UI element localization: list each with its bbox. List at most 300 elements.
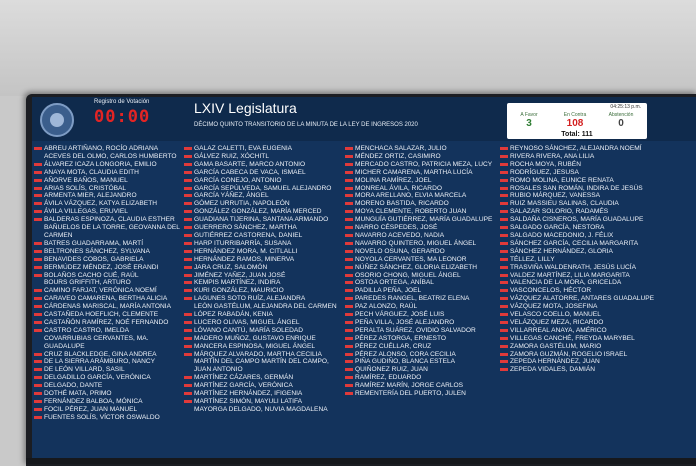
deputy-entry [500,153,660,161]
deputy-name: SALAZAR SOLORIO, RADAMÉS [510,208,609,216]
vote-mark-icon [184,187,192,190]
deputy-name: OSORIO CHONG, MIGUEL ÁNGEL [355,271,461,279]
vote-mark-icon [500,313,508,316]
deputy-entry [345,145,507,153]
deputy-name: NAVARRO ACEVEDO, NADIA [355,231,445,239]
vote-mark-icon [345,258,353,261]
vote-mark-icon [345,147,353,150]
vote-mark-icon [500,360,508,363]
deputy-name: GARCÍA CABECA DE VACA, ISMAEL [194,168,306,176]
page-subtitle: DÉCIMO QUINTO TRANSITORIO DE LA MINUTA DE LA LEY DE INGRESOS 2020 [194,122,418,128]
registro-label: Registro de Votación [94,99,150,105]
deputy-entry [345,343,507,351]
contra-count: 108 [566,118,584,129]
vote-mark-icon [345,171,353,174]
deputy-name: BATRES GUADARRAMA, MARTÍ [44,239,144,247]
deputy-entry [184,382,346,390]
vote-mark-icon [34,392,42,395]
vote-mark-icon [184,210,192,213]
deputy-entry [34,224,184,240]
deputy-entry [345,319,507,327]
deputy-name: BOLAÑOS CACHO CUÉ, RAÚL [44,271,139,279]
vote-mark-icon [34,258,42,261]
deputy-entry [345,390,507,398]
vote-mark-icon [184,329,192,332]
vote-display-screen [32,97,696,464]
vote-mark-icon [184,313,192,316]
deputy-entry [345,185,507,193]
page-title: LXIV Legislatura [194,100,297,116]
deputy-name: GAMA BASARTE, MARCO ANTONIO [194,160,306,168]
vote-mark-icon [34,147,42,150]
vote-mark-icon [184,171,192,174]
deputy-entry [184,303,346,311]
vote-mark-icon [500,281,508,284]
vote-mark-icon [345,305,353,308]
contra-label: En Contra [563,112,587,118]
deputy-name: PÉREZ CUÉLLAR, CRUZ [355,342,432,350]
vote-mark-icon [34,179,42,182]
deputy-name: VASCONCELOS, HÉCTOR [510,287,592,295]
deputy-entry [500,256,660,264]
vote-mark-icon [345,155,353,158]
vote-mark-icon [184,400,192,403]
vote-mark-icon [345,337,353,340]
vote-mark-icon [184,360,192,363]
deputy-entry [184,224,346,232]
vote-mark-icon [345,179,353,182]
deputy-entry [345,161,507,169]
deputy-name: MERCADO CASTRO, PATRICIA MEZA, LUCY [355,160,493,168]
deputy-name: SÁNCHEZ GARCÍA, CECILIA MARGARITA [510,239,639,247]
deputy-entry [345,303,507,311]
deputy-name: MOLINA RAMÍREZ, JOEL [355,176,432,184]
deputy-entry [34,406,184,414]
deputy-entry [184,358,346,374]
deputy-entry [34,382,184,390]
deputy-name: MÁRQUEZ ALVARADO, MARTHA CECILIA [194,350,322,358]
deputy-name: ÁVILA VÁZQUEZ, KATYA ELIZABETH [44,200,157,208]
vote-mark-icon [184,179,192,182]
deputies-column-1 [34,145,184,422]
deputy-name: ÁVILA VILLEGAS, ERUVIEL [44,208,128,216]
vote-mark-icon [34,297,42,300]
deputy-name: DELGADO, DANTE [44,382,103,390]
deputy-name: DOTHÉ MATA, PRIMO [44,390,112,398]
deputy-name: MARTÍNEZ SIMÓN, MAYULI LATIFA [194,398,303,405]
tally-total: Total: 111 [561,131,593,138]
deputy-name: GÁLVEZ RUIZ, XÓCHITL [194,152,269,160]
deputy-entry [345,374,507,382]
deputy-name: GARCÍA YÁÑEZ, ÁNGEL [194,192,269,200]
deputy-entry [34,319,184,327]
vote-mark-icon [34,313,42,316]
vote-mark-icon [345,321,353,324]
vote-mark-icon [184,194,192,197]
deputy-entry [34,216,184,224]
deputy-entry [34,264,184,272]
deputy-name: CASTAÑÓN RAMÍREZ, NOÉ FERNANDO [44,318,169,326]
monitor-bottom-bezel [26,458,696,464]
deputy-entry [184,161,346,169]
deputy-name: RUIZ MASSIEU SALINAS, CLAUDIA [510,200,619,208]
deputy-name: DE LEÓN VILLARD, SASIL [44,366,125,374]
deputy-name: VALDEZ MARTÍNEZ, LILIA MARGARITA [510,271,630,279]
deputy-name: TÉLLEZ, LILLY [510,255,555,263]
vote-mark-icon [34,353,42,356]
deputy-entry [345,232,507,240]
vote-mark-icon [184,408,192,411]
deputy-name: ARIAS SOLÍS, CRISTÓBAL [44,184,127,192]
deputy-entry [500,232,660,240]
deputy-entry [34,185,184,193]
deputy-entry [345,335,507,343]
vote-mark-icon [34,266,42,269]
vote-mark-icon [500,274,508,277]
deputy-name: ANAYA MOTA, CLAUDIA EDITH [44,168,139,176]
deputy-name: SÁNCHEZ HERNÁNDEZ, GLORIA [510,247,613,255]
deputy-entry [500,177,660,185]
deputy-name: CASTRO CASTRO, IMELDA [44,326,129,334]
deputy-entry [184,327,346,335]
vote-mark-icon [184,384,192,387]
deputy-name: KURI GONZÁLEZ, MAURICIO [194,287,284,295]
deputy-entry [500,192,660,200]
deputy-name: RAMÍREZ MARÍN, JORGE CARLOS [355,382,464,390]
abst-label: Abstención [608,112,634,118]
deputy-entry [345,295,507,303]
vote-mark-icon [500,266,508,269]
deputy-name: SALGADO MACEDONIO, J. FÉLIX [510,231,614,239]
vote-mark-icon [500,368,508,371]
deputy-name: CAMINO FARJAT, VERÓNICA NOEMÍ [44,287,157,295]
tally-timestamp: 04:25:13 p.m. [610,104,641,110]
deputy-name: RAMÍREZ, EDUARDO [355,374,422,382]
vote-mark-icon [184,250,192,253]
deputy-name: FERNÁNDEZ BALBOA, MÓNICA [44,398,143,405]
deputy-entry [34,414,184,422]
deputy-entry [184,153,346,161]
tally-abstencion [603,112,639,129]
vote-mark-icon [184,266,192,269]
deputy-name: LÓVANO CANTÚ, MARÍA SOLEDAD [194,326,304,334]
deputies-column-4 [500,145,660,374]
deputy-name: HERNÁNDEZ RAMOS, MINERVA [194,255,295,263]
deputy-entry [500,161,660,169]
deputy-entry [184,240,346,248]
deputy-entry [184,248,346,256]
deputy-entry [345,192,507,200]
vote-mark-icon [34,210,42,213]
vote-mark-icon [34,360,42,363]
vote-mark-icon [34,329,42,332]
deputy-entry [500,272,660,280]
deputy-entry [184,232,346,240]
vote-mark-icon [345,353,353,356]
deputy-entry [500,295,660,303]
deputy-name: PAZ ALONZO, RAÚL [355,303,418,311]
vote-mark-icon [34,289,42,292]
vote-mark-icon [500,226,508,229]
vote-mark-icon [500,155,508,158]
deputy-entry [34,374,184,382]
vote-mark-icon [345,392,353,395]
deputy-name: VALENCIA DE LA MORA, GRICELDA [510,279,622,287]
vote-mark-icon [345,163,353,166]
vote-mark-icon [500,297,508,300]
deputy-name: VELÁZQUEZ MEZA, RICARDO [510,318,604,326]
deputy-entry [345,177,507,185]
vote-mark-icon [345,368,353,371]
vote-mark-icon [345,281,353,284]
vote-mark-icon [345,274,353,277]
vote-mark-icon [184,147,192,150]
deputy-name: FOCIL PÉREZ, JUAN MANUEL [44,405,138,413]
vote-mark-icon [184,163,192,166]
vote-mark-icon [34,250,42,253]
deputy-entry [34,240,184,248]
vote-mark-icon [500,250,508,253]
deputy-entry [184,295,346,303]
deputy-name: BENAVIDES COBOS, GABRIELA [44,255,144,263]
deputy-name: BELTRONES SÁNCHEZ, SYLVANA [44,247,150,255]
deputy-name: PADILLA PEÑA, JOEL [355,287,422,295]
deputy-entry [500,327,660,335]
deputy-entry [184,264,346,272]
vote-mark-icon [34,408,42,411]
vote-mark-icon [500,329,508,332]
vote-mark-icon [34,281,42,284]
vote-mark-icon [184,353,192,356]
deputy-entry [184,374,346,382]
deputy-entry [500,319,660,327]
deputy-name: HERNÁNDEZ MORA, M. CITLALLI [194,247,298,255]
deputy-name: CRUZ BLACKLEDGE, GINA ANDREA [44,350,157,358]
deputy-name: MANCERA ESPINOSA, MIGUEL ÁNGEL [194,342,316,350]
deputy-entry [500,343,660,351]
deputy-name: PAREDES RANGEL, BEATRIZ ELENA [355,295,470,303]
deputy-name: QUIÑONEZ RUIZ, JUAN [355,366,428,374]
deputy-name: PIÑA GUDIÑO, BLANCA ESTELA [355,358,456,366]
deputy-name: MARTÍNEZ GARCÍA, VERÓNICA [194,382,293,390]
deputy-name: DE LA SIERRA ARÁMBURO, NANCY [44,358,156,366]
deputy-name: MORENO BASTIDA, RICARDO [355,200,449,208]
vote-mark-icon [34,376,42,379]
deputy-entry [34,145,184,153]
deputy-entry [500,224,660,232]
deputy-entry [184,406,346,414]
deputy-entry [34,153,184,161]
deputy-name: ROMO MOLINA, EUNICE RENATA [510,176,614,184]
deputy-entry [184,145,346,153]
vote-mark-icon [184,202,192,205]
vote-mark-icon [500,305,508,308]
deputy-entry [184,208,346,216]
deputy-entry [34,161,184,169]
deputy-name: NAVARRO QUINTERO, MIGUEL ÁNGEL [355,239,477,247]
deputy-entry [184,319,346,327]
deputy-name: SALDAÑA CISNEROS, MARÍA GUADALUPE [510,216,644,224]
deputy-name: LAGUNES SOTO RUÍZ, ALEJANDRA [194,295,306,303]
vote-mark-icon [345,210,353,213]
deputy-name: HARP ITURRIBARRÍA, SUSANA [194,239,292,247]
vote-mark-icon [184,305,192,308]
deputy-entry [34,335,184,351]
deputy-name: MORA ARELLANO, ELVIA MARCELA [355,192,467,200]
deputy-entry [345,264,507,272]
deputy-name: MONREAL ÁVILA, RICARDO [355,184,442,192]
vote-mark-icon [345,226,353,229]
deputy-entry [184,390,346,398]
deputy-name: GUTIÉRREZ CASTORENA, DANIEL [194,231,303,239]
vote-mark-icon [184,289,192,292]
deputy-name: ROSALES SAN ROMÁN, INDIRA DE JESÚS [510,184,643,192]
vote-mark-icon [34,202,42,205]
deputy-name: LUCERO OLIVAS, MIGUEL ÁNGEL [194,318,300,326]
vote-mark-icon [184,321,192,324]
vote-mark-icon [34,218,42,221]
deputy-name: ZAMORA GASTÉLUM, MARIO [510,342,602,350]
chamber-seal-icon [40,103,74,137]
deputy-name: GARCÍA SEPÚLVEDA, SAMUEL ALEJANDRO [194,184,332,192]
deputy-entry [345,153,507,161]
deputy-name: OSTOA ORTEGA, ANÍBAL [355,279,434,287]
vote-mark-icon [184,242,192,245]
vote-mark-icon [34,416,42,419]
vote-mark-icon [34,368,42,371]
deputy-entry [345,287,507,295]
vote-mark-icon [345,384,353,387]
deputy-entry [500,264,660,272]
vote-clock: 00:00 [94,107,151,127]
vote-mark-icon [345,297,353,300]
vote-mark-icon [500,147,508,150]
deputy-name: LÓPEZ RABADÁN, KENIA [194,311,273,319]
background-wall [0,0,696,96]
deputy-entry [34,287,184,295]
deputy-entry [345,382,507,390]
deputies-column-2 [184,145,346,414]
vote-mark-icon [345,329,353,332]
deputy-name: GUADIANA TIJERINA, SANTANA ARMANDO [194,216,329,224]
deputy-entry [345,208,507,216]
deputy-entry [345,200,507,208]
vote-mark-icon [184,392,192,395]
vote-mark-icon [345,218,353,221]
vote-mark-icon [500,345,508,348]
deputy-name: MARTÍN DEL CAMPO MARTÍN DEL CAMPO, JUAN ANTONIO [194,358,329,374]
deputy-name: GONZÁLEZ GONZÁLEZ, MARÍA MERCED [194,208,322,216]
vote-mark-icon [500,258,508,261]
deputy-entry [500,208,660,216]
deputy-name: BERMÚDEZ MÉNDEZ, JOSÉ ERANDI [44,263,159,271]
deputy-entry [34,327,184,335]
vote-mark-icon [345,345,353,348]
vote-mark-icon [184,258,192,261]
deputy-name: VELASCO COELLO, MANUEL [510,311,601,319]
deputy-entry [34,303,184,311]
vote-mark-icon [500,289,508,292]
deputy-name: BOURS GRIFFITH, ARTURO [44,279,131,287]
deputy-name: RUBIO MÁRQUEZ, VANESSA [510,192,601,200]
deputy-entry [500,240,660,248]
vote-mark-icon [34,305,42,308]
vote-mark-icon [184,297,192,300]
deputy-name: VÁZQUEZ MOTA, JOSEFINA [510,303,598,311]
deputy-entry [500,248,660,256]
vote-mark-icon [345,234,353,237]
vote-mark-icon [500,179,508,182]
deputy-entry [500,169,660,177]
deputy-entry [184,311,346,319]
deputy-name: CASTAÑEDA HOEFLICH, CLEMENTE [44,311,159,319]
vote-mark-icon [500,163,508,166]
deputy-entry [34,390,184,398]
vote-mark-icon [34,337,42,340]
deputy-name: AÑORVE BAÑOS, MANUEL [44,176,128,184]
vote-mark-icon [34,242,42,245]
deputy-name: VÁZQUEZ ALATORRE, ANTARES GUADALUPE [510,295,654,303]
vote-mark-icon [184,376,192,379]
vote-mark-icon [34,171,42,174]
vote-mark-icon [500,202,508,205]
deputy-name: NOVELO OSUNA, GERARDO [355,247,445,255]
deputy-name: GUERRERO SÁNCHEZ, MARTHA [194,224,297,232]
deputy-entry [184,256,346,264]
deputy-entry [345,169,507,177]
deputy-name: GARCÍA CONEJO, ANTONIO [194,176,282,184]
deputy-name: ZAMORA GUZMÁN, ROGELIO ISRAEL [510,350,628,358]
deputy-entry [34,169,184,177]
deputy-entry [345,224,507,232]
abst-count: 0 [618,118,624,129]
deputy-name: ARMENTA MIER, ALEJANDRO [44,192,137,200]
deputy-entry [500,145,660,153]
vote-mark-icon [345,289,353,292]
deputy-entry [345,311,507,319]
deputy-name: COVARRUBIAS CERVANTES, MA. GUADALUPE [44,334,149,350]
deputies-column-3 [345,145,507,398]
vote-mark-icon [34,155,42,158]
deputy-entry [345,248,507,256]
deputy-name: PERALTA SUÁREZ, OVIDIO SALVADOR [355,326,476,334]
header-bar [32,97,696,141]
tally-favor [511,112,547,129]
deputy-entry [500,303,660,311]
deputy-entry [500,335,660,343]
deputies-list [32,145,696,464]
vote-mark-icon [34,226,42,229]
tally-contra [557,112,593,129]
vote-mark-icon [184,155,192,158]
deputy-entry [345,256,507,264]
deputy-entry [34,208,184,216]
deputy-name: REMENTERÍA DEL PUERTO, JULEN [355,390,466,398]
deputy-name: RIVERA RIVERA, ANA LILIA [510,152,595,160]
vote-mark-icon [345,187,353,190]
deputy-name: ÁLVAREZ ICAZA LONGORIA, EMILIO [44,160,157,168]
deputy-entry [34,256,184,264]
vote-mark-icon [500,194,508,197]
deputy-entry [345,327,507,335]
deputy-name: NÚÑEZ SÁNCHEZ, GLORIA ELIZABETH [355,263,478,271]
deputy-entry [184,177,346,185]
deputy-name: LEÓN GASTÉLUM, ALEJANDRA DEL CARMEN [194,303,337,311]
deputy-name: RODRÍGUEZ, JESUSA [510,168,579,176]
deputy-name: BAÑUELOS DE LA TORRE, GEOVANNA DEL CARMEN [44,224,180,239]
vote-mark-icon [34,194,42,197]
deputy-name: REYNOSO SÁNCHEZ, ALEJANDRA NOEMÍ [510,145,642,152]
